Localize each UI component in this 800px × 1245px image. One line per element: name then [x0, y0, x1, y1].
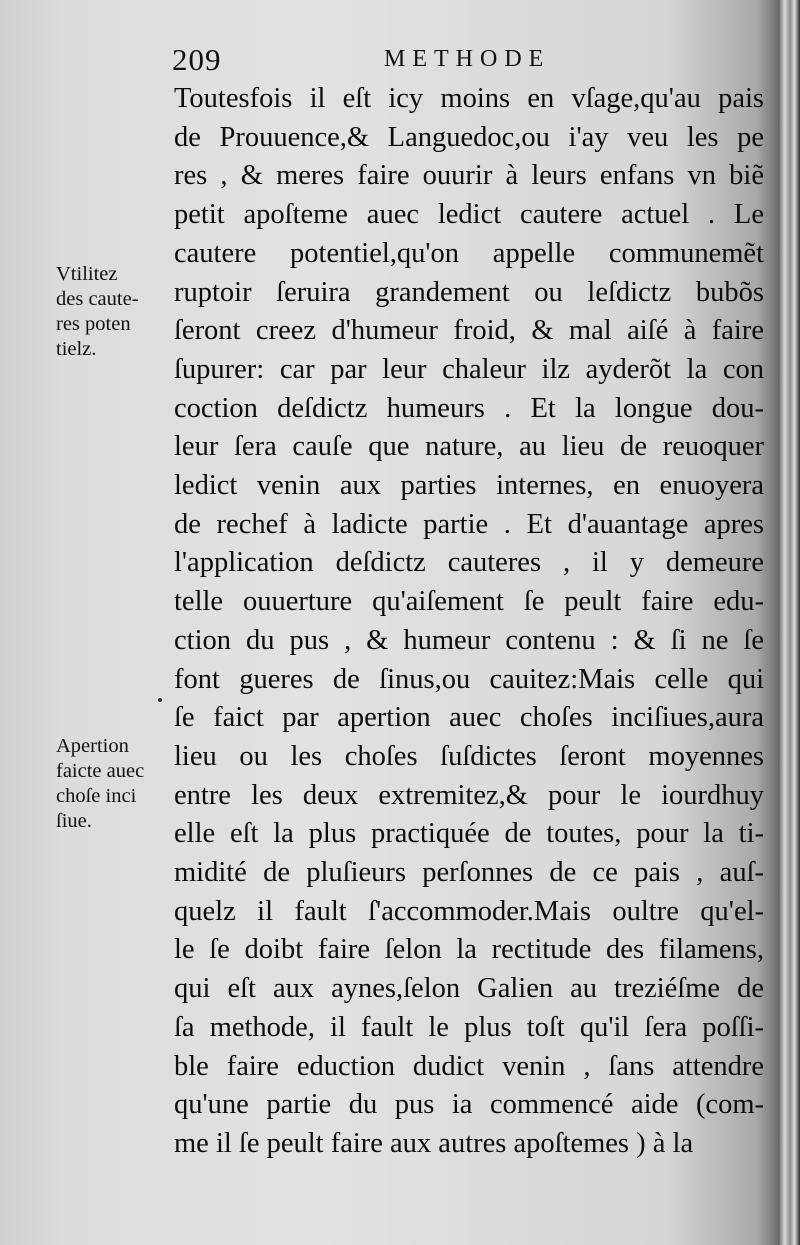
marginal-note-line: Apertion: [56, 735, 129, 757]
text-line: res , & meres faire ouurir à leurs enfans vn biẽ: [174, 160, 764, 192]
text-line: ſeront creez d'humeur froid, & mal aiſé à faire: [174, 315, 764, 347]
text-line: qu'une partie du pus ia commencé aide (com-: [174, 1089, 764, 1121]
body-text: [174, 80, 764, 1164]
text-line: de rechef à ladicte partie . Et d'auantage apres: [174, 508, 764, 540]
text-line: ſe faict par apertion auec choſes inciſiues,aura: [174, 702, 764, 734]
text-line: qui eſt aux aynes,ſelon Galien au treziéſme de: [174, 973, 764, 1005]
text-line: ſa methode, il fault le plus toſt qu'il ſera poſſi-: [174, 1011, 764, 1043]
text-line: telle ouuerture qu'aiſement ſe peult faire edu-: [174, 586, 764, 618]
text-line: petit apoſteme auec ledict cautere actuel . Le: [174, 199, 764, 231]
marginal-note-apertion: [56, 734, 168, 834]
marginal-note-line: faicte auec: [56, 760, 145, 782]
text-line: de Prouuence,& Languedoc,ou i'ay veu les pe: [174, 121, 764, 153]
text-line: midité de pluſieurs perſonnes de ce pais , auſ-: [174, 857, 764, 889]
page-number: 209: [172, 42, 222, 77]
marginal-note-line: res poten: [56, 313, 131, 335]
text-line: lieu ou les choſes ſuſdictes ſeront moyennes: [174, 740, 764, 772]
text-line: ruptoir ſeruira grandement ou leſdictz bubõs: [174, 276, 764, 308]
marginal-note-line: Vtilitez: [56, 263, 118, 285]
page-header: [172, 42, 762, 82]
text-line: quelz il fault ſ'accommoder.Mais oultre qu'el-: [174, 895, 764, 927]
running-head: METHODE: [384, 46, 551, 72]
page-fore-edge: [778, 0, 800, 1245]
text-line: me il ſe peult faire aux autres apoſtemes ) à la: [174, 1127, 694, 1159]
text-line: le ſe doibt faire ſelon la rectitude des filamens,: [174, 934, 764, 966]
text-line: coction deſdictz humeurs . Et la longue dou-: [174, 392, 764, 424]
marginal-note-cauteres: [56, 262, 168, 362]
text-line: ction du pus , & humeur contenu : & ſi ne ſe: [174, 624, 764, 656]
text-line: font gueres de ſinus,ou cauitez:Mais celle qui: [174, 663, 764, 695]
text-line: l'application deſdictz cauteres , il y demeure: [174, 547, 764, 579]
marginal-note-line: des caute-: [56, 288, 139, 310]
text-line: ſupurer: car par leur chaleur ilz ayderõt la con: [174, 353, 764, 385]
text-line: Toutesfois il eſt icy moins en vſage,qu'au pais: [174, 83, 764, 114]
ink-speck: [158, 698, 162, 702]
marginal-note-line: ſiue.: [56, 810, 92, 832]
text-line: leur ſera cauſe que nature, au lieu de reuoquer: [174, 431, 764, 463]
text-line: ble faire eduction dudict venin , ſans attendre: [174, 1050, 764, 1082]
text-line: ledict venin aux parties internes, en enuoyera: [174, 470, 764, 502]
marginal-note-line: tielz.: [56, 338, 97, 360]
text-line: elle eſt la plus practiquée de toutes, pour la ti-: [174, 818, 764, 850]
text-line: cautere potentiel,qu'on appelle communemẽt: [174, 237, 764, 269]
text-line: entre les deux extremitez,& pour le iourdhuy: [174, 779, 764, 811]
marginal-note-line: choſe inci: [56, 785, 137, 807]
